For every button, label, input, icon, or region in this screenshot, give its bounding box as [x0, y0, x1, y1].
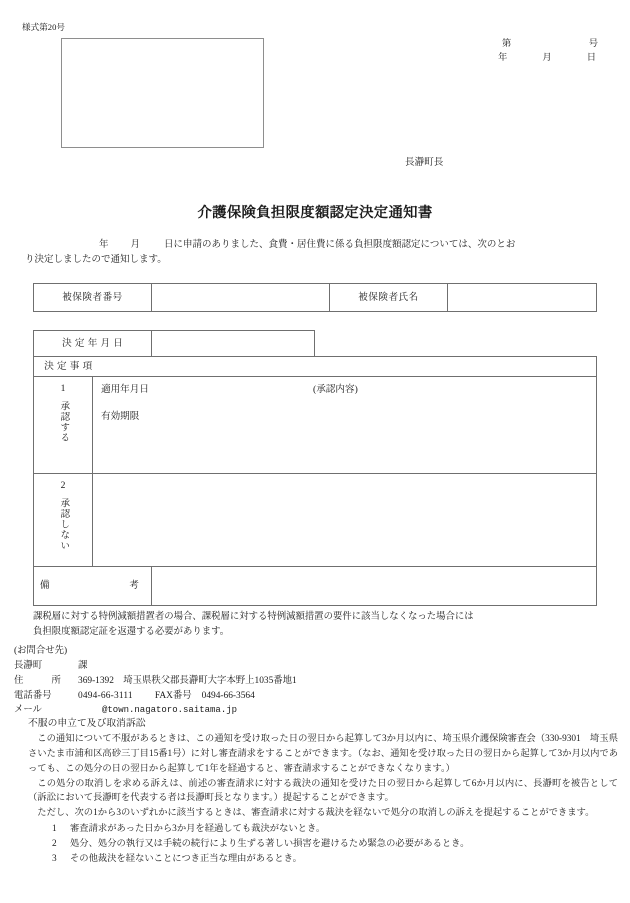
deny-vertical-label: 承認しない — [58, 497, 70, 551]
intro-year: 年 — [99, 240, 109, 250]
document-date-row — [484, 52, 602, 66]
list-item — [14, 822, 618, 837]
intro-paragraph — [25, 238, 606, 269]
decision-date-value[interactable] — [152, 331, 315, 357]
apply-date-label: 適用年月日 — [101, 384, 149, 395]
insured-person-table — [33, 283, 597, 312]
document-meta — [484, 38, 602, 66]
list-item-number: 3 — [52, 853, 57, 864]
contact-block — [14, 644, 297, 718]
insured-name-label: 被保険者氏名 — [330, 284, 448, 312]
return-note-line1: 課税層に対する特例減額措置者の場合、課税層に対する特例減額措置の要件に該当しなくなった場合には — [33, 612, 474, 622]
form-number: 様式第20号 — [22, 22, 65, 32]
list-item-text: その他裁決を経ないことにつき正当な理由があるとき。 — [70, 853, 302, 864]
valid-period-line — [101, 410, 588, 424]
insured-name-value[interactable] — [448, 284, 597, 312]
apply-date-line — [101, 383, 588, 397]
decision-date-label: 決定年月日 — [34, 331, 152, 357]
appeal-paragraph-3: ただし、次の1から3のいずれかに該当するときは、審査請求に対する裁決を経ないで処分の取消しの訴えを提起することができます。 — [37, 807, 595, 818]
valid-period-label: 有効期限 — [101, 410, 140, 422]
contact-heading: (お問合せ先) — [14, 646, 68, 656]
remarks-label — [34, 579, 151, 593]
contact-tel-label: 電話番号 — [14, 690, 52, 701]
document-number-prefix: 第 — [502, 39, 512, 49]
decision-table — [33, 330, 597, 606]
approve-content-body — [93, 377, 596, 430]
month-label: 月 — [542, 52, 552, 63]
contact-tel-row — [14, 689, 297, 704]
document-number-row — [484, 38, 602, 52]
contact-fax-value: 0494-66-3564 — [201, 690, 255, 701]
contact-tel-value: 0494-66-3111 — [78, 690, 133, 701]
approve-vertical-label-cell — [34, 377, 93, 474]
list-item-number: 1 — [52, 823, 57, 834]
intro-line2: り決定しましたので通知します。 — [25, 255, 167, 266]
approve-label-stack — [34, 377, 92, 473]
remarks-label-cell — [34, 567, 152, 606]
insured-number-label: 被保険者番号 — [34, 284, 152, 312]
list-item-text: 処分、処分の執行又は手続の続行により生ずる著しい損害を避けるため緊急の必要があるとき。 — [70, 838, 470, 849]
return-note — [33, 610, 604, 640]
table-row-approve — [34, 377, 597, 474]
deny-label-stack — [34, 474, 92, 566]
list-item-number: 2 — [52, 838, 57, 849]
remarks-label-left: 備 — [40, 580, 50, 592]
stamp-box — [61, 38, 264, 148]
appeal-paragraph-1: この通知について不服があるときは、この通知を受け取った日の翌日から起算して3か月以内に、埼玉県介護保険審査会（330-9301 埼玉県さいたま市浦和区高砂三丁目15番1号）に対し審査請求をすることができます。（なお、通知を受け取った日の翌日から起算して3か月以内であっても、この処分の日の翌日から起算して1年を経過すると、審査請求することができなくなります。） — [28, 734, 618, 774]
appeal-section — [14, 716, 618, 867]
remarks-value[interactable] — [152, 567, 597, 606]
remarks-label-right: 考 — [129, 580, 139, 592]
return-note-line2: 負担限度額認定証を返還する必要があります。 — [33, 627, 230, 638]
list-item — [14, 852, 618, 867]
approve-vertical-label: 承認する — [58, 400, 70, 444]
table-row-remarks — [34, 567, 597, 606]
deny-content-cell[interactable] — [93, 474, 597, 567]
table-row-deny — [34, 474, 597, 567]
intro-body: 日に申請のありました、食費・居住費に係る負担限度額認定については、次のとお — [164, 240, 516, 250]
contact-town-row — [14, 659, 297, 674]
approve-row-number: 1 — [60, 383, 66, 394]
contact-town: 長瀞町 — [14, 660, 43, 671]
insured-number-value[interactable] — [152, 284, 330, 312]
table-row — [34, 331, 597, 357]
contact-mail-value: @town.nagatoro.saitama.jp — [102, 705, 238, 716]
list-item — [14, 837, 618, 852]
deny-row-number: 2 — [60, 480, 66, 491]
contact-mail-label: メール — [14, 705, 42, 716]
approval-content-label: (承認内容) — [313, 384, 358, 395]
appeal-paragraph-2: この処分の取消しを求める訴えは、前述の審査請求に対する裁決の通知を受けた日の翌日から起算して6か月以内に、長瀞町を被告として（訴訟において長瀞町を代表する者は長瀞町長となります。）提起することができます。 — [28, 778, 618, 804]
contact-address-row — [14, 674, 297, 689]
contact-address-label: 住 所 — [14, 675, 61, 686]
intro-month: 月 — [130, 240, 141, 250]
contact-fax-label: FAX番号 — [154, 690, 192, 701]
decision-items-label: 決定事項 — [34, 357, 597, 377]
appeal-heading: 不服の申立て及び取消訴訟 — [28, 718, 146, 729]
decision-date-spacer — [315, 331, 597, 357]
year-label: 年 — [498, 52, 508, 63]
contact-division: 課 — [78, 660, 88, 671]
appeal-exception-list — [14, 822, 618, 867]
document-number-suffix: 号 — [588, 39, 598, 49]
table-row — [34, 284, 597, 312]
deny-vertical-label-cell — [34, 474, 93, 567]
table-row — [34, 357, 597, 377]
issuer-name: 長瀞町長 — [405, 157, 444, 168]
approve-content-cell[interactable] — [93, 377, 597, 474]
list-item-text: 審査請求があった日から3か月を経過しても裁決がないとき。 — [70, 823, 326, 834]
page-title: 介護保険負担限度額認定決定通知書 — [197, 205, 433, 221]
contact-address-value: 369-1392 埼玉県秩父郡長瀞町大字本野上1035番地1 — [78, 675, 297, 686]
day-label: 日 — [586, 52, 596, 63]
